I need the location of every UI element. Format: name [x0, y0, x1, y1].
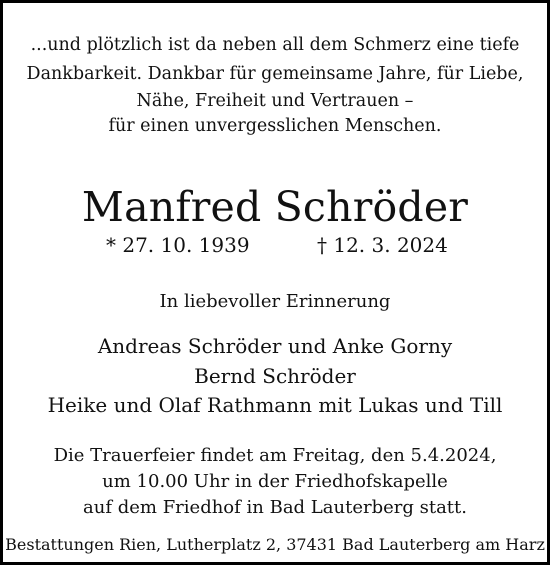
deceased-name: Manfred Schröder: [81, 183, 469, 231]
remembrance-heading: In liebevoller Erinnerung: [159, 291, 391, 312]
intro-line-4: für einen unvergesslichen Menschen.: [108, 116, 442, 136]
intro-line-2: Dankbarkeit. Dankbar für gemeinsame Jahre, für Liebe,: [26, 64, 524, 84]
service-line-3: auf dem Friedhof in Bad Lauterberg statt.: [83, 497, 467, 518]
intro-line-3: Nähe, Freiheit und Vertrauen –: [136, 91, 414, 111]
death-date: † 12. 3. 2024: [317, 233, 448, 257]
mourner-line-1: Andreas Schröder und Anke Gorny: [97, 334, 453, 358]
mourner-line-2: Bernd Schröder: [194, 364, 356, 388]
undertaker-line: Bestattungen Rien, Lutherplatz 2, 37431 Bad Lauterberg am Harz: [5, 535, 545, 554]
service-line-1: Die Trauerfeier findet am Freitag, den 5.4.2024,: [53, 445, 497, 466]
mourner-line-3: Heike und Olaf Rathmann mit Lukas und Till: [47, 393, 503, 417]
intro-line-1: ...und plötzlich ist da neben all dem Schmerz eine tiefe: [30, 35, 520, 55]
birth-date: * 27. 10. 1939: [106, 233, 250, 257]
service-line-2: um 10.00 Uhr in der Friedhofskapelle: [102, 471, 448, 492]
